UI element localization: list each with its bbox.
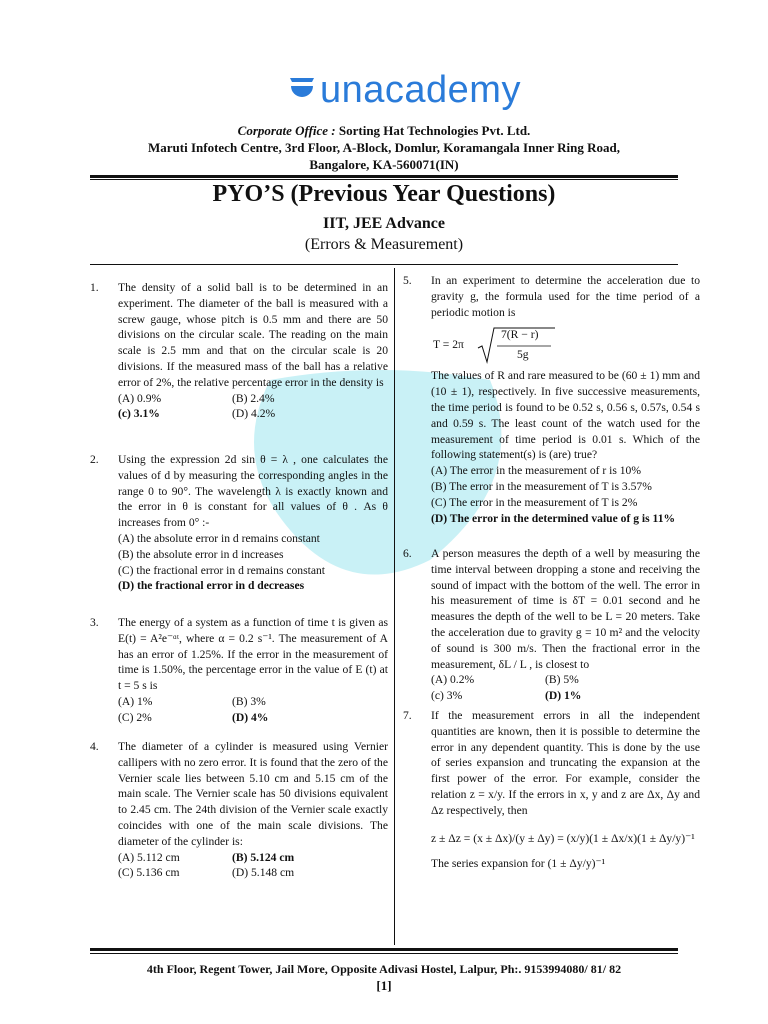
option-d-answer: (D) 1% xyxy=(545,689,582,703)
option-c: (C) the fractional error in d remains constant xyxy=(118,563,326,577)
option-d-answer: (D) 4% xyxy=(232,710,269,724)
divider xyxy=(90,953,678,954)
question-7 xyxy=(403,708,700,872)
question-number: 6. xyxy=(403,547,412,560)
option-b: (B) The error in the measurement of T is 3.57% xyxy=(431,479,652,493)
option-a: (A) 5.112 cm xyxy=(118,850,180,864)
option-c: (c) 3% xyxy=(431,689,463,703)
question-number: 4. xyxy=(90,740,99,753)
divider xyxy=(90,264,678,265)
question-text: The diameter of a cylinder is measured using Vernier callipers with no zero error. It is found that the zero of the Vernier scale lies between 5.10 cm and 5.15 cm of the main scale. The Vernier scale has 50 divisions equivalent to 2.45 cm. The 24th division of the Vernier scale exactly coincides with one of the main scale divisions. The diameter of the cylinder is: xyxy=(118,740,388,848)
option-b: (B) 5% xyxy=(545,673,579,687)
formula-denominator: 5g xyxy=(517,348,529,362)
office-label: Corporate Office : xyxy=(237,123,336,138)
option-c: (C) 2% xyxy=(118,710,152,724)
question-number: 7. xyxy=(403,709,412,722)
exam-title: IIT, JEE Advance xyxy=(323,215,445,232)
formula-lhs: T = 2π xyxy=(433,338,464,352)
page-title: PYO’S (Previous Year Questions) xyxy=(212,181,556,207)
page-number: [1] xyxy=(376,978,392,993)
option-a: (A) 0.2% xyxy=(431,673,475,687)
option-a: (A) The error in the measurement of r is 10% xyxy=(431,464,642,478)
question-number: 3. xyxy=(90,616,99,629)
footer-address: 4th Floor, Regent Tower, Jail More, Opposite Adivasi Hostel, Lalpur, Ph:. 9153994080/ 81/ 82 xyxy=(146,962,622,976)
question-text: A person measures the depth of a well by measuring the time interval between dropping a stone and receiving the sound of impact with the bottom of the well. The error in his measurement of time is δT = 0.01 second and he measures the depth of the well to be L = 20 meters. Take the acceleration due to gravity g = 10 m² and the velocity of sound is 300 m/s. Then the fractional error in the measurement, δL / L , is closest to xyxy=(431,547,700,671)
option-b: (B) 3% xyxy=(232,694,266,708)
office-address xyxy=(0,122,768,173)
question-text: The density of a solid ball is to be determined in an experiment. The diameter of the ball is measured with a screw gauge, whose pitch is 0.5 mm and there are 50 divisions on the circular scale. The reading on the main scale is 2.5 mm and that on the circular scale is 20 divisions. If the measured mass of the ball has a relative error of 2%, the relative percentage error in the density is xyxy=(118,281,388,389)
option-b-answer: (B) 5.124 cm xyxy=(232,850,295,864)
option-a: (A) 0.9% xyxy=(118,391,162,405)
divider xyxy=(90,175,678,178)
option-a: (A) 1% xyxy=(118,694,153,708)
divider xyxy=(90,948,678,951)
option-c: (C) The error in the measurement of T is 2% xyxy=(431,495,638,509)
page-header xyxy=(0,0,768,268)
formula-numerator: 7(R − r) xyxy=(501,328,539,342)
question-6 xyxy=(403,546,700,704)
question-text: The energy of a system as a function of time t is given as E(t) = A²e⁻ᵅᵗ, where α = 0.2 s⁻¹. The measurement of A has an error of 1.25%. If the error in the measurement of time is 1.50%, the percentage error in the value of E (t) at t = 5 s is xyxy=(118,616,388,693)
brand-name: unacademy xyxy=(320,69,521,111)
series-expression: (1 ± Δy/y)⁻¹ xyxy=(547,857,606,871)
question-number: 5. xyxy=(403,274,412,287)
question-text-continued: The values of R and rare measured to be (60 ± 1) mm and (10 ± 1), respectively. In five successive measurements, the time period is found to be 0.52 s, 0.56 s, 0.57s, 0.54 s and 0.59 s. The least count of the watch used for the measurement of time period is 0.01 s. Which of the following statement(s) is (are) true? xyxy=(431,369,700,462)
office-company: Sorting Hat Technologies Pvt. Ltd. xyxy=(338,123,531,138)
option-b: (B) the absolute error in d increases xyxy=(118,547,284,561)
relation-formula: z ± Δz = (x ± Δx)/(y ± Δy) = (x/y)(1 ± Δx/x)(1 ± Δy/y)⁻¹ xyxy=(431,831,695,845)
unacademy-logo-icon xyxy=(288,72,316,112)
question-text: If the measurement errors in all the independent quantities are known, then it is possible to determine the error in any dependent quantity. This is done by the use of series expansion and truncating the expansion at the first power of the error. For example, consider the relation z = x/y. If the errors in x, y and z are Δx, Δy and Δz respectively, then xyxy=(431,709,700,817)
topic-title: (Errors & Measurement) xyxy=(304,236,464,253)
question-4 xyxy=(90,739,388,881)
question-number: 2. xyxy=(90,453,99,466)
option-d-answer: (D) the fractional error in d decreases xyxy=(118,579,305,593)
option-c: (C) 5.136 cm xyxy=(118,866,180,880)
question-5 xyxy=(403,273,700,526)
option-d-answer: (D) The error in the determined value of g is 11% xyxy=(431,511,676,525)
brand-logo xyxy=(288,68,521,114)
option-d: (D) 5.148 cm xyxy=(232,866,295,880)
question-2 xyxy=(90,452,388,594)
question-1 xyxy=(90,280,388,422)
question-number: 1. xyxy=(90,281,99,294)
option-b: (B) 2.4% xyxy=(232,391,275,405)
office-line3: Bangalore, KA-560071(IN) xyxy=(309,157,459,172)
series-text: The series expansion for xyxy=(431,857,545,871)
question-text: Using the expression 2d sin θ = λ , one calculates the values of d by measuring the corresponding angles in the range 0 to 90°. The wavelength λ is exactly known and the error in θ is constant for all values of θ . As θ increases from 0° :- xyxy=(118,453,388,530)
series-expansion-line xyxy=(431,856,700,872)
option-a: (A) the absolute error in d remains constant xyxy=(118,531,320,545)
option-d: (D) 4.2% xyxy=(232,407,276,421)
question-text: In an experiment to determine the acceleration due to gravity g, the formula used for the time period of a periodic motion is xyxy=(431,274,700,319)
divider xyxy=(90,179,678,180)
option-c-answer: (c) 3.1% xyxy=(118,407,160,421)
column-divider xyxy=(394,268,395,945)
office-line2: Maruti Infotech Centre, 3rd Floor, A-Block, Domlur, Koramangala Inner Ring Road, xyxy=(148,140,620,155)
question-3 xyxy=(90,615,388,726)
time-period-formula xyxy=(431,324,700,366)
